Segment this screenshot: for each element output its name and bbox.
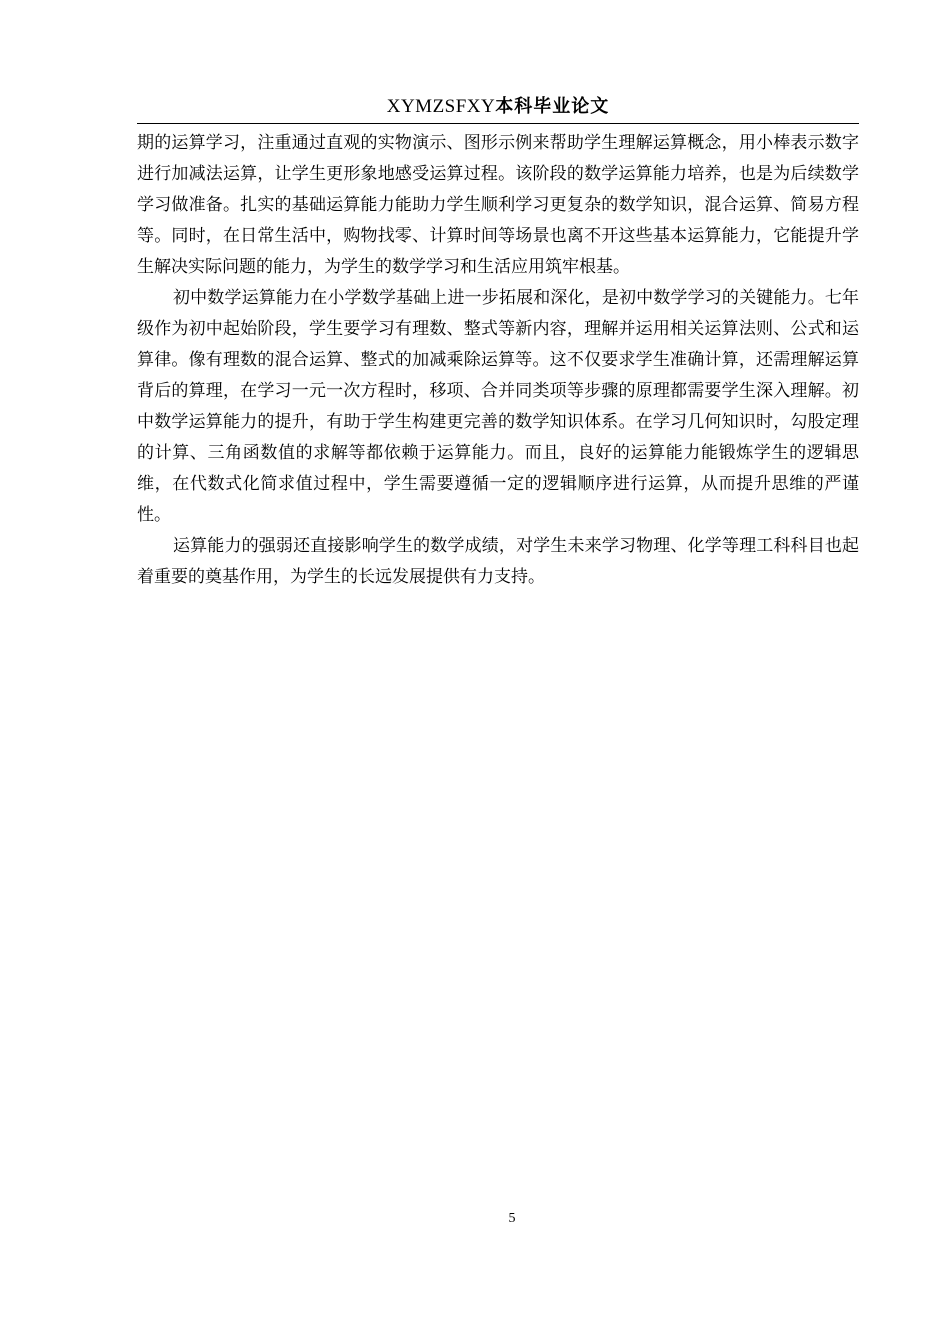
paragraph-2: 初中数学运算能力在小学数学基础上进一步拓展和深化，是初中数学学习的关键能力。七年级作为初中起始阶段，学生要学习有理数、整式等新内容，理解并运用相关运算法则、公式和运算律。像有理数的混合运算、整式的加减乘除运算等。这不仅要求学生准确计算，还需理解运算背后的算理，在学习一元一次方程时，移项、合并同类项等步骤的原理都需要学生深入理解。初中数学运算能力的提升，有助于学生构建更完善的数学知识体系。在学习几何知识时，勾股定理的计算、三角函数值的求解等都依赖于运算能力。而且，良好的运算能力能锻炼学生的逻辑思维，在代数式化简求值过程中，学生需要遵循一定的逻辑顺序进行运算，从而提升思维的严谨性。 <box>137 288 859 525</box>
page-number: 5 <box>508 1211 516 1226</box>
header-title: 本科毕业论文 <box>495 96 610 117</box>
paragraph-1: 期的运算学习，注重通过直观的实物演示、图形示例来帮助学生理解运算概念，用小棒表示数字进行加减法运算，让学生更形象地感受运算过程。该阶段的数学运算能力培养，也是为后续数学学习做准备。扎实的基础运算能力能助力学生顺利学习更复杂的数学知识，混合运算、简易方程等。同时，在日常生活中，购物找零、计算时间等场景也离不开这些基本运算能力，它能提升学生解决实际问题的能力，为学生的数学学习和生活应用筑牢根基。 <box>137 133 859 277</box>
body-text <box>137 128 859 593</box>
header-code: XYMZSFXY <box>386 96 496 117</box>
paragraph-3: 运算能力的强弱还直接影响学生的数学成绩，对学生未来学习物理、化学等理工科科目也起着重要的奠基作用，为学生的长远发展提供有力支持。 <box>137 536 859 587</box>
page-header <box>137 92 859 124</box>
